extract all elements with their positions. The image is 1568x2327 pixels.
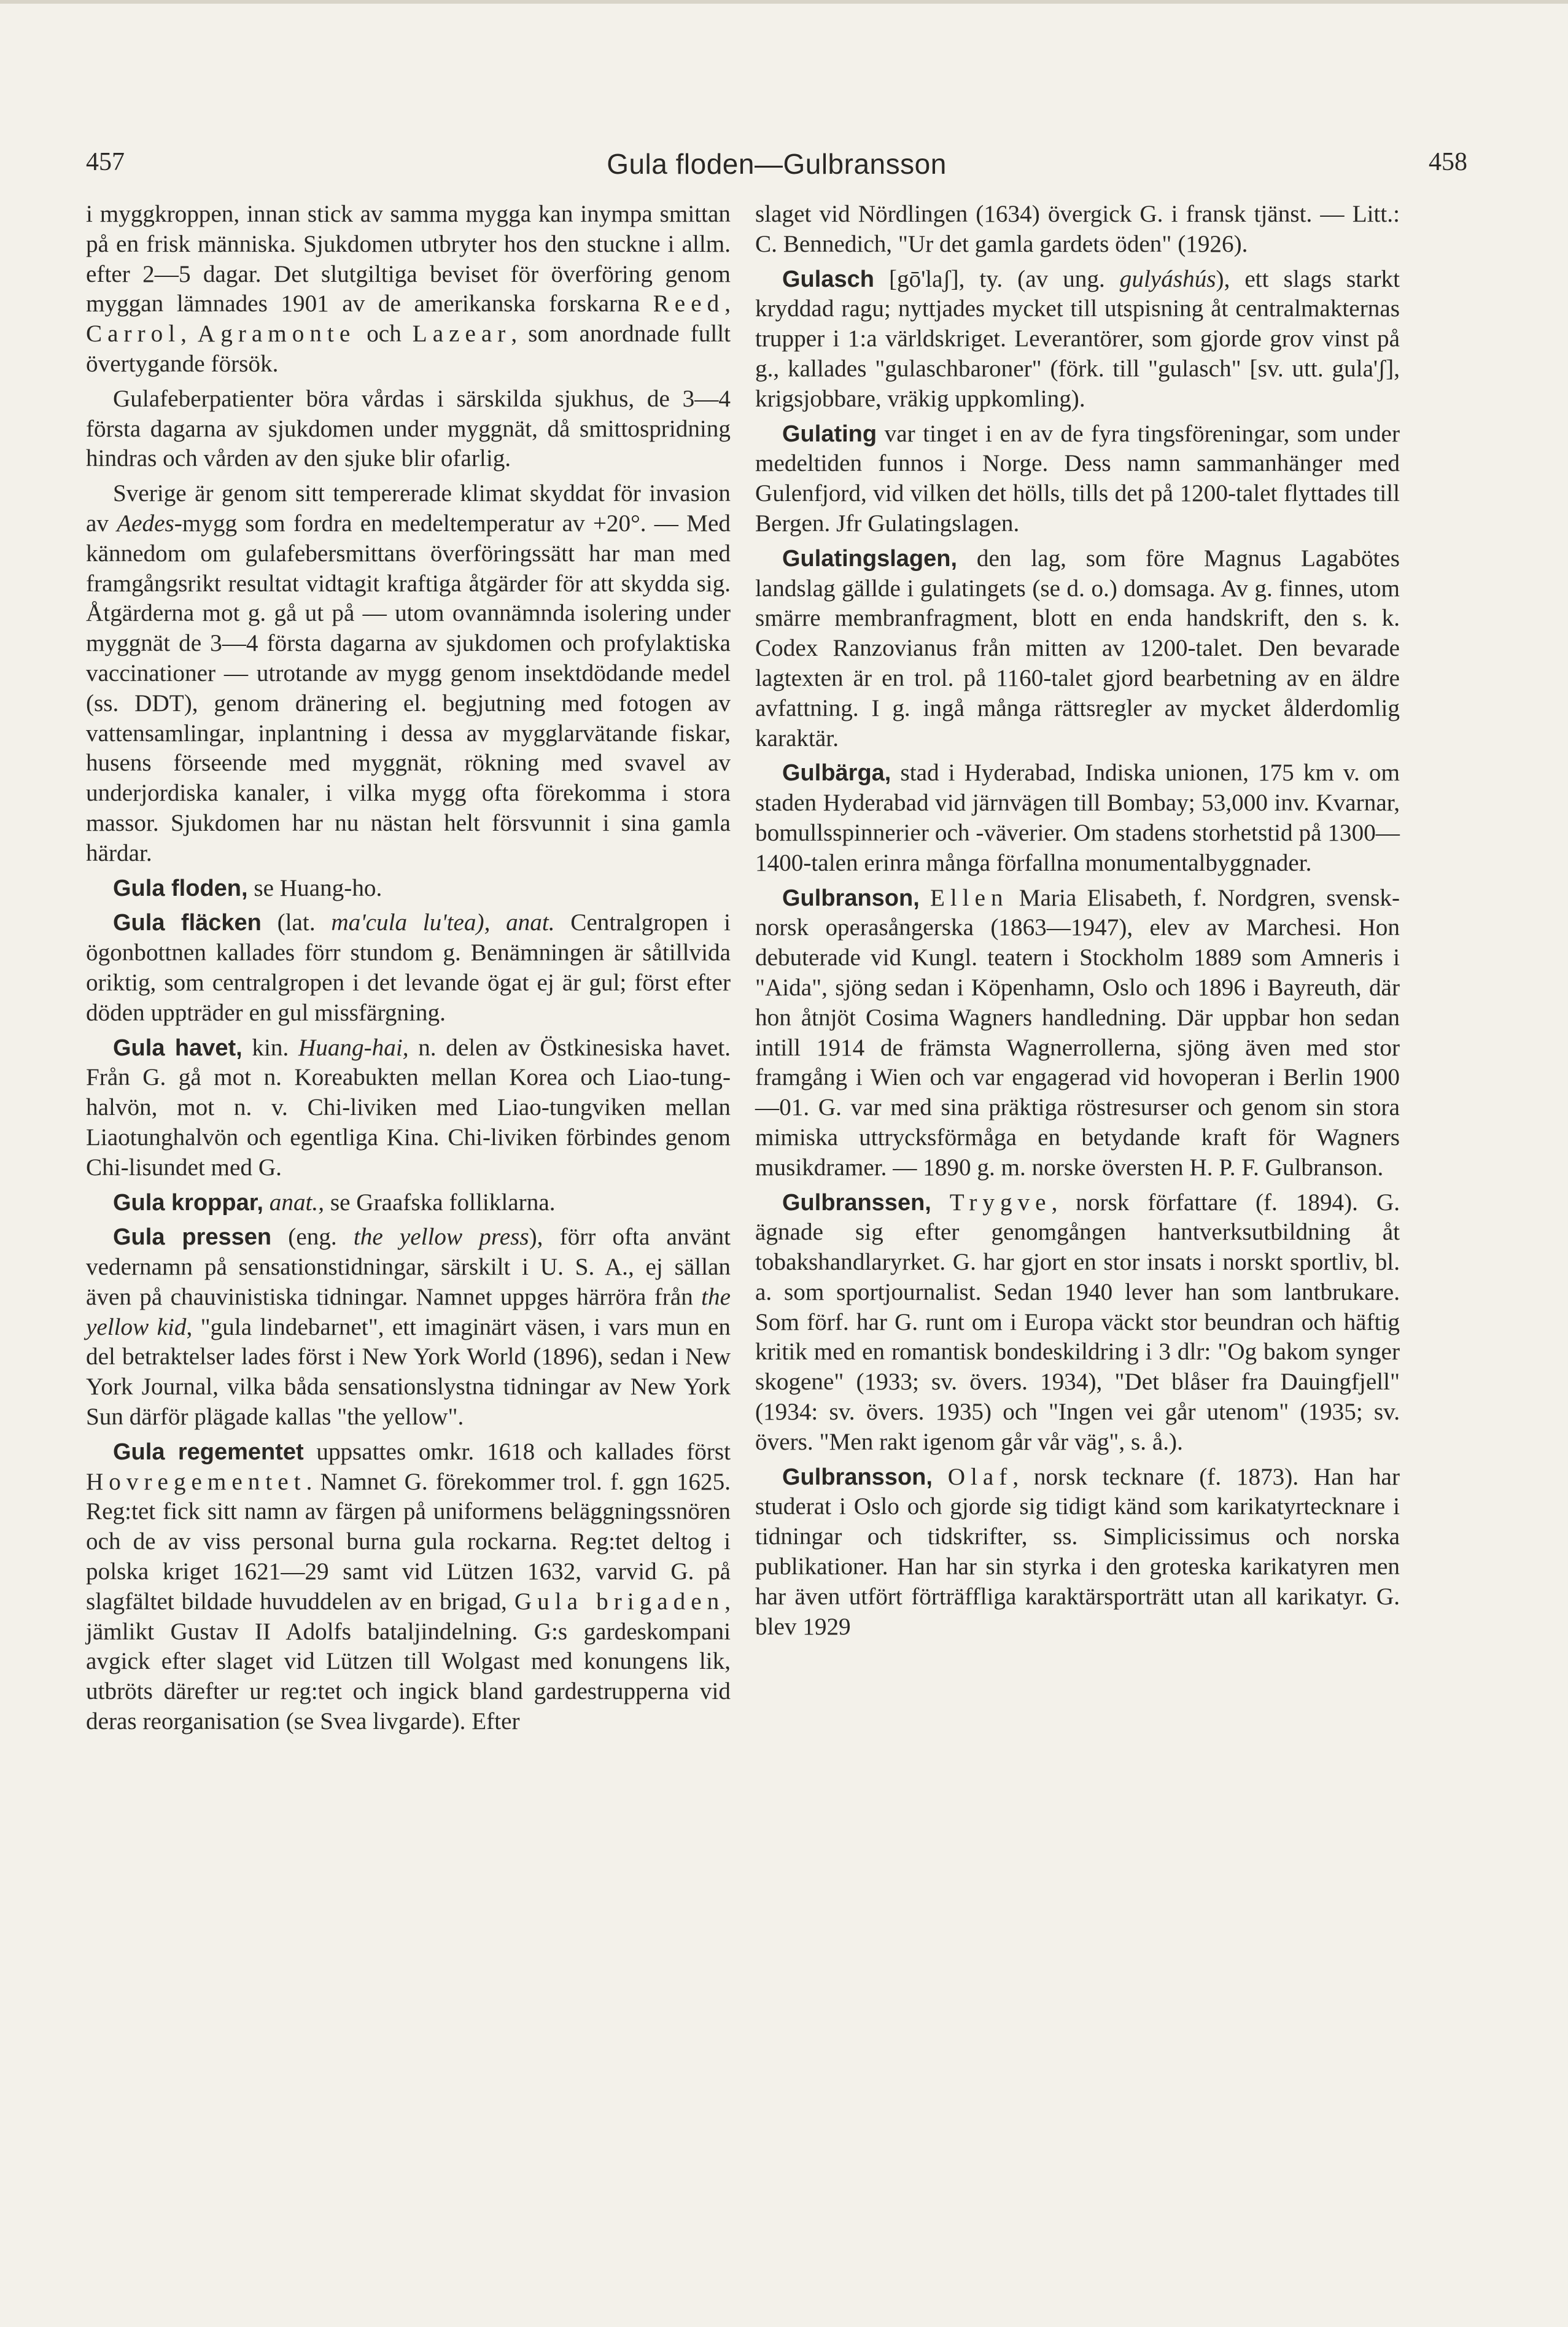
headword: Gulating (782, 421, 877, 447)
paragraph-yellow-fever-3: Sverige är genom sitt tempererade klimat skyddat för invasion av Aedes-mygg som fordra en medeltemperatur av +20°. — Med kännedom om gulafebersmittans överföringssätt har man med framgångsrikt resultat vidtagit kraftiga åtgärder för att skydda sig. Åtgärderna mot g. gå ut på — utom ovannämnda isolering under myggnät de 3—4 första dagarna av sjukdomen och profylaktiska vaccinationer — utrotande av mygg genom insektdödande medel (ss. DDT), genom dränering el. begjutning med fotogen av vattensamlingar, inplantning i dessa av mygglarvätande fiskar, husens förseende med myggnät, rökning med svavel av underjordiska kanaler, i vilka mygg ofta förekomma i stora massor. Sjukdomen har nu nästan helt försvunnit i sina gamla härdar. (86, 480, 731, 866)
headword: Gula regementet (113, 1439, 304, 1465)
entry-gula-pressen: Gula pressen (eng. the yellow press), förr ofta använt vedernamn på sensationstidningar, särskilt i U. S. A., ej sällan även på chauvinistiska tidningar. Namnet uppges härröra från the yellow kid, "gula lindebarnet", ett imaginärt väsen, i vars mun en del betraktelser lades först i New York World (1896), sedan i New York Journal, vilka båda sensationslystna tidningar av New York Sun därför plägade kallas "the yellow". (86, 1224, 731, 1431)
spaced-name: Hovregementet (86, 1468, 306, 1495)
person-name: Reed (653, 290, 725, 317)
page-top-edge (0, 0, 1568, 4)
headword: Gulbranson, (782, 885, 920, 911)
headword: Gula havet, (113, 1035, 243, 1061)
headword: Gulasch (782, 266, 874, 292)
person-name: Lazear (412, 320, 511, 348)
person-name: Carrol (86, 320, 181, 348)
spaced-name: Ellen (930, 884, 1009, 911)
entry-gulatingslagen: Gulatingslagen, den lag, som före Magnus Lagabötes landslag gällde i gulatingets (se d. o.) domsaga. Av g. finnes, utom smärre membranfragment, blott en enda handskrift, den s. k. Codex Ranzovianus från mitten av 1200-talet. Den bevarade lagtexten är en trol. på 1160-talet gjord bearbetning av en äldre avfattning. I g. ingå många rättsregler av mycket ålderdomlig karaktär. (755, 545, 1400, 752)
headword: Gulatingslagen, (782, 545, 958, 572)
person-name: Agramonte (197, 320, 356, 348)
entry-gulbarga: Gulbärga, stad i Hyderabad, Indiska unionen, 175 km v. om staden Hyderabad vid järnvägen till Bombay; 53,000 inv. Kvarnar, bomullsspinnerier och -väverier. Om stadens storhetstid på 1300—1400-talen erinra många förfallna monumentalbyggnader. (755, 759, 1400, 876)
entry-gula-floden: Gula floden, se Huang-ho. (113, 874, 382, 901)
entry-gula-flacken: Gula fläcken (lat. ma'cula lu'tea), anat. Centralgropen i ögonbottnen kallades förr stundom g. Benämningen är såtillvida oriktig, som centralgropen i det levande ögat ej är gul; först efter döden uppträder en gul missfärgning. (86, 909, 731, 1026)
page-number-right: 458 (1429, 148, 1467, 176)
running-header (86, 147, 1467, 190)
left-column (86, 200, 731, 1742)
entry-gulasch: Gulasch [gō'laʃ], ty. (av ung. gulyáshús), ett slags starkt kryddad ragu; nyttjades mycket till utspisning åt centralmakternas trupper i 1:a världskriget. Leverantörer, som gjorde grov vinst på g., kallades "gulaschbaroner" (förk. till "gulasch" [sv. utt. gula'ʃ], krigsjobbare, vräkig uppkomling). (755, 265, 1400, 412)
spaced-name: Olaf (947, 1463, 1013, 1490)
spaced-name: Trygve (949, 1189, 1052, 1216)
entry-gula-kroppar: Gula kroppar, anat., se Graafska folliklarna. (113, 1189, 556, 1216)
entry-gulbranssen: Gulbranssen, Trygve, norsk författare (f. 1894). G. ägnade sig efter genomgången hantverksutbildning åt tobakshandlaryrket. G. har gjort en stor insats i norskt sportliv, bl. a. som sportjournalist. Sedan 1940 lever han som lantbrukare. Som förf. har G. runt om i Europa väckt stor beundran och häftig kritik med en romantisk bondeskildring i 3 dlr: "Og bakom synger skogene" (1933; sv. övers. 1934), "Det blåser fra Dauingfjell" (1934: sv. övers. 1935) och "Ingen vei går utenom" (1935; sv. övers. "Men rakt igenom går vår väg", s. å.). (755, 1189, 1400, 1455)
spaced-name: Gula brigaden (514, 1588, 725, 1615)
paragraph-yellow-fever-1: i myggkroppen, innan stick av samma mygga kan inympa smittan på en frisk människa. Sjukdomen utbryter hos den stuckne i allm. efter 2—5 dagar. Det slutgiltiga beviset för överföring genom myggan lämnades 1901 av de amerikanska forskarna Reed, Carrol, Agramonte och Lazear, som anordnade fullt övertygande försök. (86, 201, 731, 377)
headword: Gulbranssen, (782, 1189, 931, 1216)
entry-gulbranson: Gulbranson, Ellen Maria Elisabeth, f. Nordgren, svensk-norsk operasångerska (1863—1947), elev av Marchesi. Hon debuterade vid Kungl. teatern i Stockholm 1889 som Amneris i "Aida", sjöng sedan i Köpenhamn, Oslo och 1896 i Bayreuth, där hon åtnjöt Cosima Wagners handledning. Där uppbar hon sedan intill 1914 de främsta Wagnerrollerna, sjöng även med stor framgång i Wien och var engagerad vid hovoperan i Berlin 1900—01. G. var med sina präktiga röstresurser och genom sin stora mimiska uttrycksförmåga en betydande kraft för Wagners musikdramer. — 1890 g. m. norske översten H. P. F. Gulbranson. (755, 884, 1400, 1181)
entry-gula-regementet: Gula regementet uppsattes omkr. 1618 och kallades först Hovregementet. Namnet G. förekommer trol. f. ggn 1625. Reg:tet fick sitt namn av färgen på uniformens beläggningssnören och de av viss personal burna gula rockarna. Reg:tet deltog i polska kriget 1621—29 samt vid Lützen 1632, varvid G. på slagfältet bildade huvuddelen av en brigad, Gula brigaden, jämlikt Gustav II Adolfs bataljindelning. G:s gardeskompani avgick efter slaget vid Lützen till Wolgast med konungens lik, utbröts därefter ur reg:tet och ingick bland gardestrupperna vid deras reorganisation (se Svea livgarde). Efter (86, 1438, 731, 1735)
paragraph-continued: slaget vid Nördlingen (1634) övergick G. i fransk tjänst. — Litt.: C. Bennedich, "Ur det gamla gardets öden" (1926). (755, 201, 1400, 257)
right-column (755, 200, 1400, 1647)
running-title: Gula floden—Gulbransson (607, 148, 947, 180)
headword: Gula pressen (113, 1224, 272, 1251)
entry-gulbransson: Gulbransson, Olaf, norsk tecknare (f. 1873). Han har studerat i Oslo och gjorde sig tidigt känd som karikatyrtecknare i tidningar och tidskrifter, ss. Simplicissimus och norska publikationer. Han har sin styrka i den groteska karikatyren men har även utfört förträffliga karaktärsporträtt utan all karikatyr. G. blev 1929 (755, 1463, 1400, 1640)
headword: Gula fläcken (113, 910, 262, 936)
headword: Gulbransson, (782, 1464, 933, 1490)
page-number-left: 457 (86, 148, 125, 176)
entry-gulating: Gulating var tinget i en av de fyra tingsföreningar, som under medeltiden funnos i Norge. Dess namn sammanhänger med Gulenfjord, vid vilken det hölls, tills det på 1200-talet flyttades till Bergen. Jfr Gulatingslagen. (755, 420, 1400, 537)
headword: Gulbärga, (782, 760, 891, 787)
headword: Gula kroppar, (113, 1189, 263, 1216)
headword: Gula floden, (113, 875, 248, 901)
entry-gula-havet: Gula havet, kin. Huang-hai, n. delen av Östkinesiska havet. Från G. gå mot n. Koreabukten mellan Korea och Liao-tung-halvön, mot n. v. Chi-liviken med Liao-tungviken mellan Liaotunghalvön och egentliga Kina. Chi-liviken förbindes genom Chi-lisundet med G. (86, 1034, 731, 1181)
paragraph-yellow-fever-2: Gulafeberpatienter böra vårdas i särskilda sjukhus, de 3—4 första dagarna av sjukdomen under myggnät, då smittospridning hindras och vården av den sjuke blir ofarlig. (86, 385, 731, 472)
